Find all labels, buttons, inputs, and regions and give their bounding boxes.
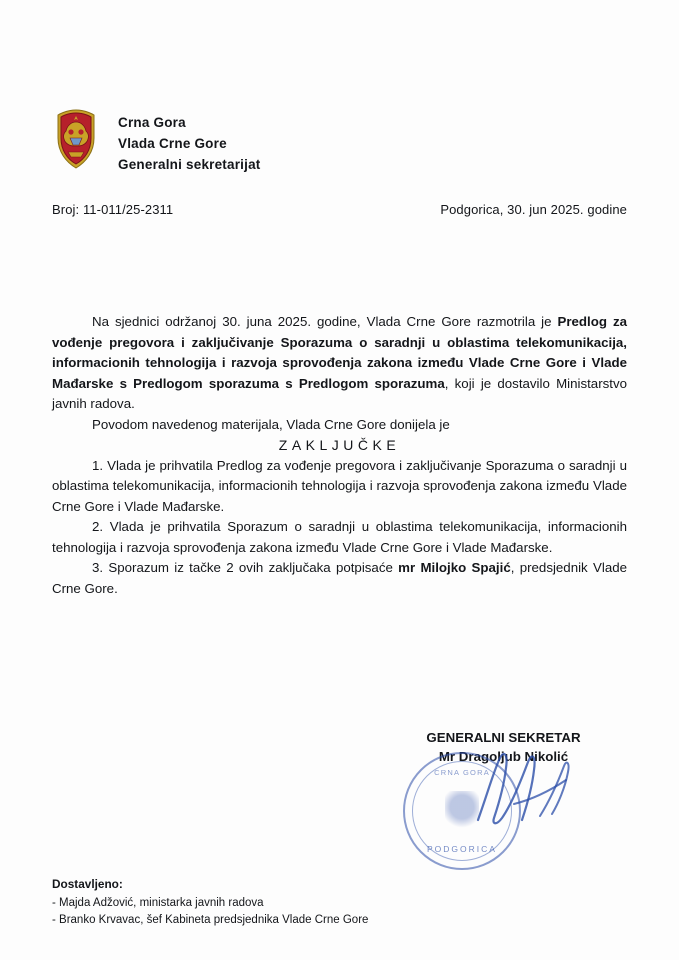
delivery-title: Dostavljeno: bbox=[52, 877, 123, 891]
conclusion-item-1: 1. Vlada je prihvatila Predlog za vođenje pregovora i zaključivanje Sporazuma o saradnji u oblastima telekomunikacija, informacionih tehnologija i razvoja sprovođenja zakona između Vlade Crne Gore i Vlade Mađarske. bbox=[52, 457, 627, 514]
org-line-secretariat: Generalni sekretarijat bbox=[118, 157, 261, 172]
intro-text-b: , koji je dostavilo Ministarstvo javnih radova. bbox=[52, 375, 628, 411]
delivery-list bbox=[52, 876, 368, 929]
stamp-emblem-icon bbox=[445, 791, 479, 831]
org-line-country: Crna Gora bbox=[118, 115, 186, 130]
paragraph-occasion: Povodom navedenog materijala, Vlada Crne Gore donijela je bbox=[92, 416, 450, 432]
official-stamp bbox=[403, 752, 521, 870]
document-header bbox=[52, 108, 260, 175]
delivery-item: - Branko Krvavac, šef Kabineta predsjednika Vlade Crne Gore bbox=[52, 914, 369, 926]
item3-text-a: 3. Sporazum iz tačke 2 ovih zaključaka potpisaće bbox=[92, 560, 399, 575]
stamp-top-text: CRNA GORA bbox=[434, 768, 490, 777]
item3-signatory-name: mr Milojko Spajić bbox=[398, 560, 511, 575]
conclusion-item-2: 2. Vlada je prihvatila Sporazum o saradnji u oblastima telekomunikacija, informacionih tehnologija i razvoja sprovođenja zakona između Vlade Crne Gore i Vlade Mađarske. bbox=[52, 519, 627, 555]
paragraph-intro bbox=[52, 312, 627, 415]
organization-lines bbox=[118, 108, 260, 175]
item3-text-b: , predsjednik Vlade Crne Gore. bbox=[52, 560, 627, 596]
conclusion-item-3 bbox=[52, 558, 627, 599]
reference-row bbox=[52, 202, 627, 217]
signature-title: GENERALNI SEKRETAR bbox=[426, 730, 581, 745]
conclusions-heading: ZAKLJUČKE bbox=[278, 437, 401, 453]
intro-text-bold: Predlog za vođenje pregovora i zaključivanje Sporazuma o saradnji u oblastima telekomunikacija, informacionih tehnologija i razvoja sprovođenja zakona između Vlade Crne Gore i Vlade Mađarske s Predlogom sporazuma s Predlogom sporazuma bbox=[52, 314, 627, 391]
stamp-inner-ring bbox=[412, 761, 512, 861]
signature-name: Mr Dragoljub Nikolić bbox=[438, 749, 569, 764]
org-line-government: Vlada Crne Gore bbox=[118, 136, 227, 151]
place-and-date: Podgorica, 30. jun 2025. godine bbox=[440, 202, 627, 217]
stamp-outer-ring bbox=[403, 752, 521, 870]
document-number: Broj: 11-011/25-2311 bbox=[52, 202, 174, 217]
montenegro-coat-of-arms-icon bbox=[52, 108, 100, 170]
document-body bbox=[52, 312, 627, 599]
signature-block bbox=[380, 728, 627, 766]
delivery-item: - Majda Adžović, ministarka javnih radova bbox=[52, 897, 264, 909]
stamp-bottom-text: PODGORICA bbox=[427, 844, 497, 854]
intro-text-a: Na sjednici održanoj 30. juna 2025. godine, Vlada Crne Gore razmotrila je bbox=[92, 314, 558, 329]
